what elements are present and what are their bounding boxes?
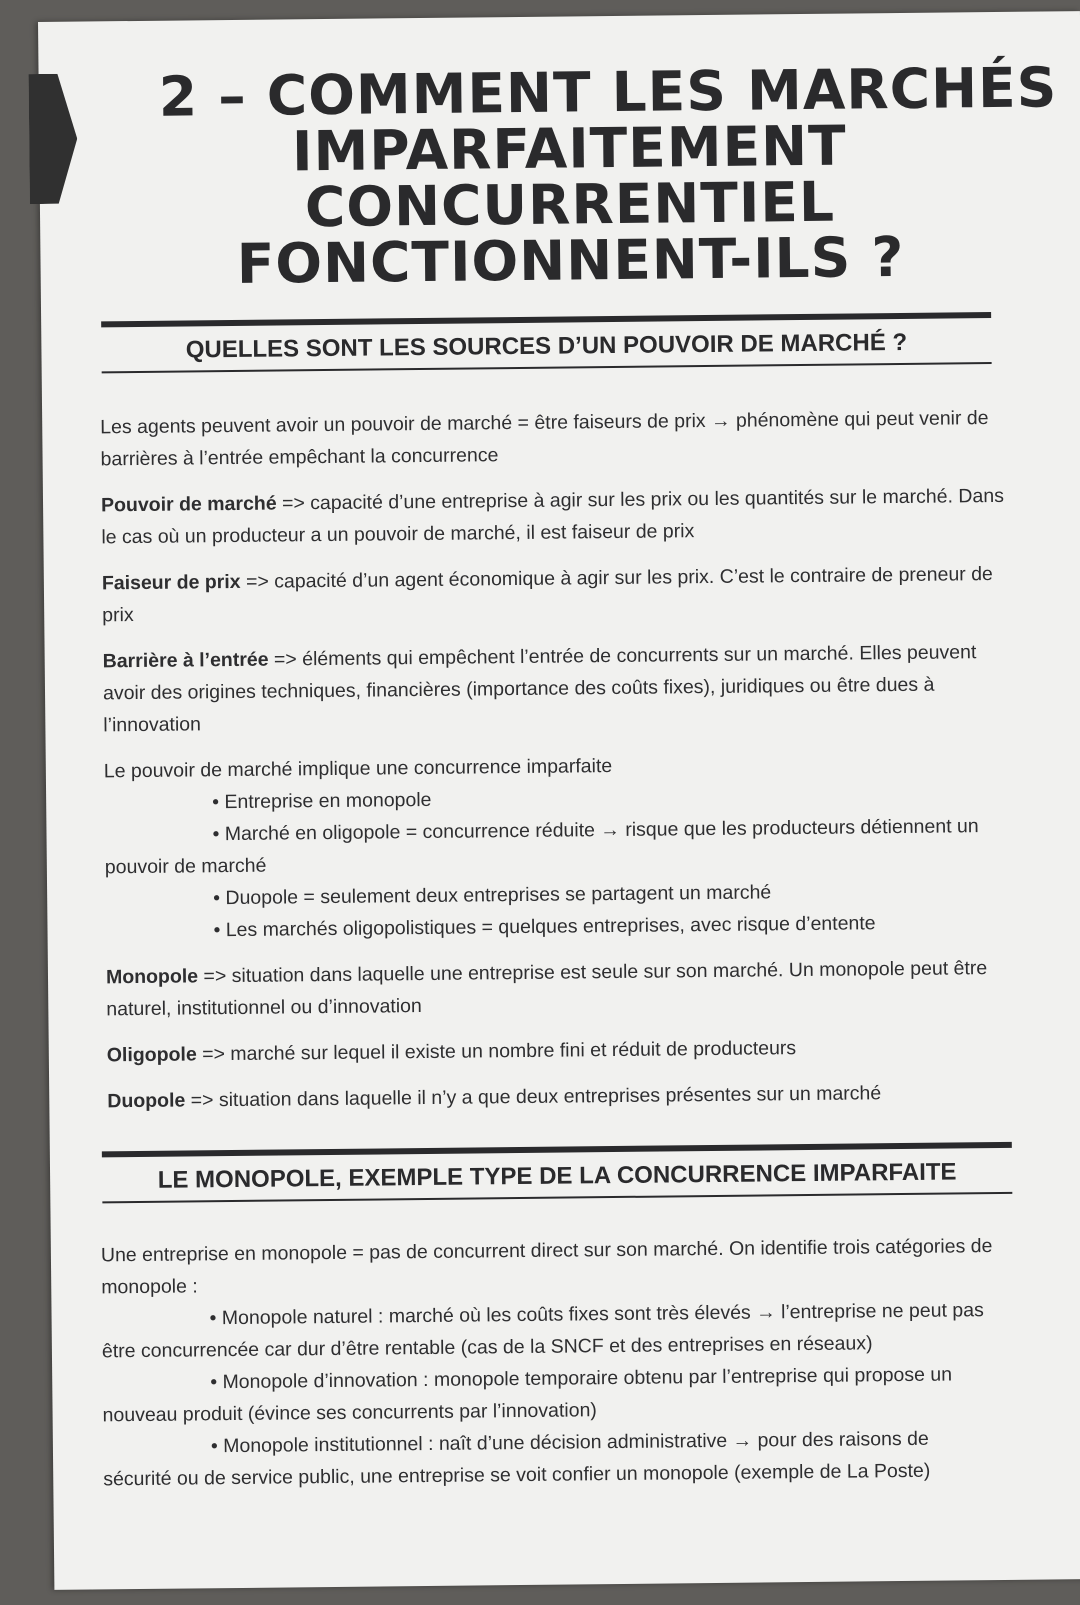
title-line-2: IMPARFAITEMENT — [291, 113, 847, 184]
monopoly-type-rest: nouveau produit (évince ses concurrents par l’innovation) — [102, 1399, 597, 1427]
section-1-heading: QUELLES SONT LES SOURCES D’UN POUVOIR DE MARCHÉ ? — [185, 328, 908, 364]
definition-text: => situation dans laquelle il n’y a que deux entreprises présentes sur un marché — [185, 1082, 882, 1112]
monopoly-type-lead: • Monopole naturel : marché où les coûts fixes sont très élevés → l’entreprise ne peut pas — [101, 1294, 1006, 1335]
title-line-3: CONCURRENTIEL — [304, 169, 836, 240]
title-line-4: FONCTIONNENT-ILS ? — [236, 224, 905, 296]
market-power-list — [104, 746, 1011, 947]
definition-pouvoir-de-marche — [101, 480, 1007, 553]
list-item: • Duopole = seulement deux entreprises se partagent un marché — [105, 874, 1010, 915]
document-page — [38, 11, 1080, 1590]
section-1-header — [101, 312, 991, 373]
section-2-header — [102, 1142, 1012, 1204]
section-2-body — [101, 1230, 1009, 1495]
definition-text: => capacité d’un agent économique à agir sur les prix. C’est le contraire de preneur de prix — [102, 563, 993, 627]
definition-monopole — [106, 952, 1012, 1025]
list-continuation: pouvoir de marché — [104, 854, 267, 879]
list-item: • Entreprise en monopole — [104, 778, 1009, 819]
section-1-body — [100, 402, 1012, 1131]
title-line-1: 2 – COMMENT LES MARCHÉS — [158, 55, 1058, 129]
definition-text: => marché sur lequel il existe un nombre fini et réduit de producteurs — [196, 1037, 797, 1066]
section-tab-marker — [29, 74, 78, 204]
definition-text: => situation dans laquelle une entreprise est seule sur son marché. Un monopole peut être naturel, institutionnel ou d’innovation — [106, 957, 988, 1021]
monopoly-type-rest: être concurrencée car dur d’être rentable (cas de la SNCF et des entreprises en réseaux) — [101, 1332, 873, 1363]
definition-text: => éléments qui empêchent l’entrée de concurrents sur un marché. Elles peuvent avoir des origines techniques, financières (importance des coûts fixes), juridiques ou être dues à l’innovation — [102, 641, 977, 737]
definition-term: Monopole — [105, 965, 199, 989]
definition-duopole — [107, 1076, 1012, 1117]
monopoly-type-rest: sécurité ou de service public, une entreprise se voit confier un monopole (exemple de La Poste) — [103, 1459, 931, 1491]
list-item: • Les marchés oligopolistiques = quelques entreprises, avec risque d’entente — [105, 906, 1010, 947]
definition-term: Oligopole — [106, 1043, 197, 1067]
list-intro: Le pouvoir de marché implique une concurrence imparfaite — [103, 755, 613, 783]
section-2-intro: Une entreprise en monopole = pas de concurrent direct sur son marché. On identifie trois catégories de monopole : — [100, 1235, 993, 1299]
definition-term: Faiseur de prix — [101, 570, 241, 595]
definition-faiseur-de-prix — [102, 558, 1008, 631]
page-title — [158, 55, 1058, 296]
monopoly-type-lead: • Monopole institutionnel : naît d’une décision administrative → pour des raisons de — [103, 1422, 1008, 1463]
definition-term: Duopole — [107, 1089, 186, 1113]
definition-term: Barrière à l’entrée — [102, 648, 269, 673]
definition-text: => capacité d’une entreprise à agir sur les prix ou les quantités sur le marché. Dans le cas où un producteur a un pouvoir de marché, il est faiseur de prix — [101, 484, 1005, 549]
definition-barriere-entree — [103, 636, 1009, 741]
definition-term: Pouvoir de marché — [100, 492, 277, 517]
definition-oligopole — [107, 1030, 1012, 1071]
section-2-heading: LE MONOPOLE, EXEMPLE TYPE DE LA CONCURRENCE IMPARFAITE — [157, 1158, 957, 1194]
section-1-intro: Les agents peuvent avoir un pouvoir de marché = être faiseurs de prix → phénomène qui peut venir de barrières à l’entrée empêchant la concurrence — [100, 407, 989, 471]
list-item: • Marché en oligopole = concurrence réduite → risque que les producteurs détiennent un — [104, 810, 1009, 851]
monopoly-type-lead: • Monopole d’innovation : monopole temporaire obtenu par l’entreprise qui propose un — [102, 1358, 1007, 1399]
